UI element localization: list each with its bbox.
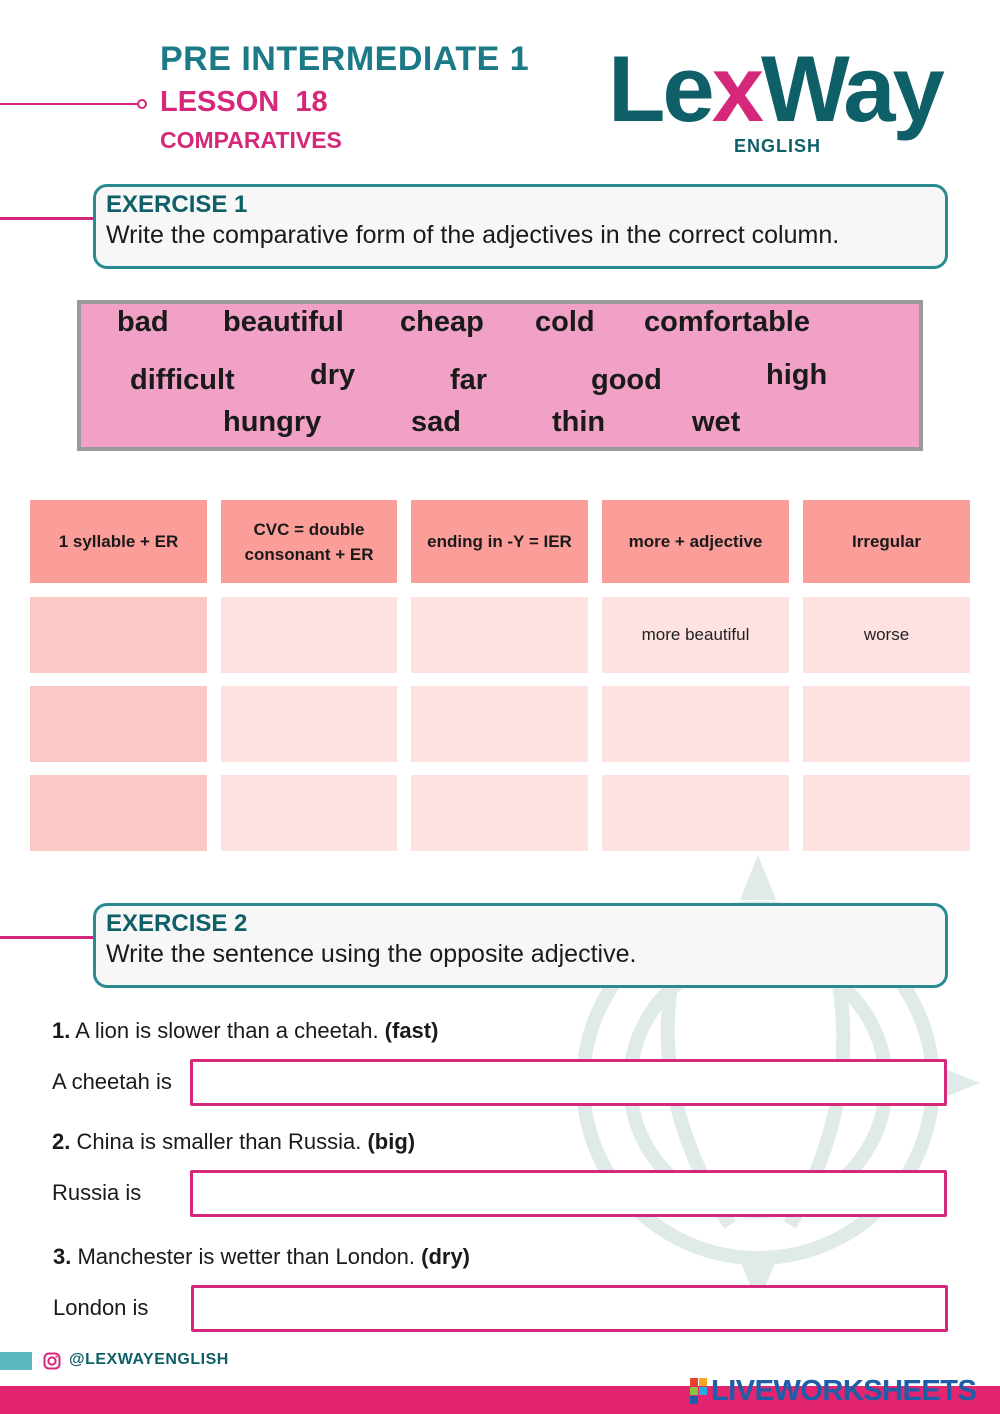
- word-bank-item[interactable]: hungry: [223, 406, 322, 438]
- footer-accent: [0, 1352, 32, 1370]
- question-1: 1. A lion is slower than a cheetah. (fast): [52, 1018, 439, 1043]
- word-bank-item[interactable]: cold: [535, 306, 595, 338]
- answer-field-1[interactable]: [190, 1059, 947, 1106]
- table-cell[interactable]: [221, 775, 397, 851]
- word-bank-item[interactable]: high: [766, 359, 828, 391]
- word-bank-item[interactable]: difficult: [130, 364, 235, 396]
- exercise1-instruction: Write the comparative form of the adjectives in the correct column.: [106, 221, 840, 249]
- word-bank-item[interactable]: dry: [310, 359, 356, 391]
- table-cell[interactable]: [30, 775, 207, 851]
- header-rule: [0, 103, 138, 105]
- liveworksheets-text: LIVEWORKSHEETS: [711, 1374, 977, 1407]
- exercise2-title: EXERCISE 2: [106, 910, 248, 937]
- answer-field-2[interactable]: [190, 1170, 947, 1217]
- liveworksheets-brand[interactable]: [690, 1374, 976, 1408]
- word-bank-item[interactable]: comfortable: [644, 306, 810, 338]
- exercise1-title: EXERCISE 1: [106, 191, 248, 218]
- topic-title: COMPARATIVES: [160, 127, 342, 153]
- question-3: 3. Manchester is wetter than London. (dry): [53, 1244, 471, 1269]
- table-cell[interactable]: worse: [803, 597, 970, 673]
- exercise2-box: [93, 903, 948, 988]
- word-bank-item[interactable]: far: [450, 364, 488, 396]
- question-2: 2. China is smaller than Russia. (big): [52, 1129, 416, 1154]
- word-bank-item[interactable]: thin: [552, 406, 606, 438]
- logo-subtitle: ENGLISH: [734, 136, 822, 156]
- liveworksheets-logo-icon: [690, 1378, 707, 1404]
- table-cell[interactable]: [411, 597, 588, 673]
- table-cell[interactable]: [602, 686, 789, 762]
- word-bank-item[interactable]: sad: [411, 406, 461, 438]
- lexway-logo: [608, 34, 958, 159]
- table-cell[interactable]: [803, 775, 970, 851]
- instagram-icon: [43, 1352, 61, 1370]
- word-bank-item[interactable]: good: [591, 364, 662, 396]
- table-cell[interactable]: [30, 686, 207, 762]
- table-cell[interactable]: [221, 597, 397, 673]
- table-cell[interactable]: [30, 597, 207, 673]
- column-header-irregular: Irregular: [803, 500, 970, 583]
- word-bank-item[interactable]: bad: [117, 306, 169, 338]
- column-header-ending-y: ending in -Y = IER: [411, 500, 588, 583]
- column-header-1-syllable: 1 syllable + ER: [30, 500, 207, 583]
- answer-field-3[interactable]: [191, 1285, 948, 1332]
- word-bank: [77, 300, 923, 451]
- word-bank-item[interactable]: wet: [692, 406, 741, 438]
- table-cell[interactable]: [411, 686, 588, 762]
- course-title: PRE INTERMEDIATE 1: [160, 40, 530, 78]
- answer-prefix-3: London is: [53, 1295, 149, 1320]
- answer-prefix-2: Russia is: [52, 1180, 142, 1205]
- exercise2-rule: [0, 936, 96, 939]
- table-cell[interactable]: more beautiful: [602, 597, 789, 673]
- table-cell[interactable]: [411, 775, 588, 851]
- word-bank-item[interactable]: beautiful: [223, 306, 344, 338]
- column-header-more-adjective: more + adjective: [602, 500, 789, 583]
- table-cell[interactable]: [221, 686, 397, 762]
- social-handle: @LEXWAYENGLISH: [69, 1351, 229, 1368]
- exercise1-rule: [0, 217, 96, 220]
- exercise1-box: [93, 184, 948, 269]
- exercise2-instruction: Write the sentence using the opposite adjective.: [106, 940, 637, 968]
- header-rule-dot: [137, 99, 147, 109]
- word-bank-item[interactable]: cheap: [400, 306, 484, 338]
- lesson-title: LESSON 18: [160, 86, 328, 118]
- logo-wordmark: LexWay: [608, 36, 942, 141]
- table-cell[interactable]: [602, 775, 789, 851]
- column-header-cvc: CVC = double consonant + ER: [221, 500, 397, 583]
- answer-prefix-1: A cheetah is: [52, 1069, 172, 1094]
- table-cell[interactable]: [803, 686, 970, 762]
